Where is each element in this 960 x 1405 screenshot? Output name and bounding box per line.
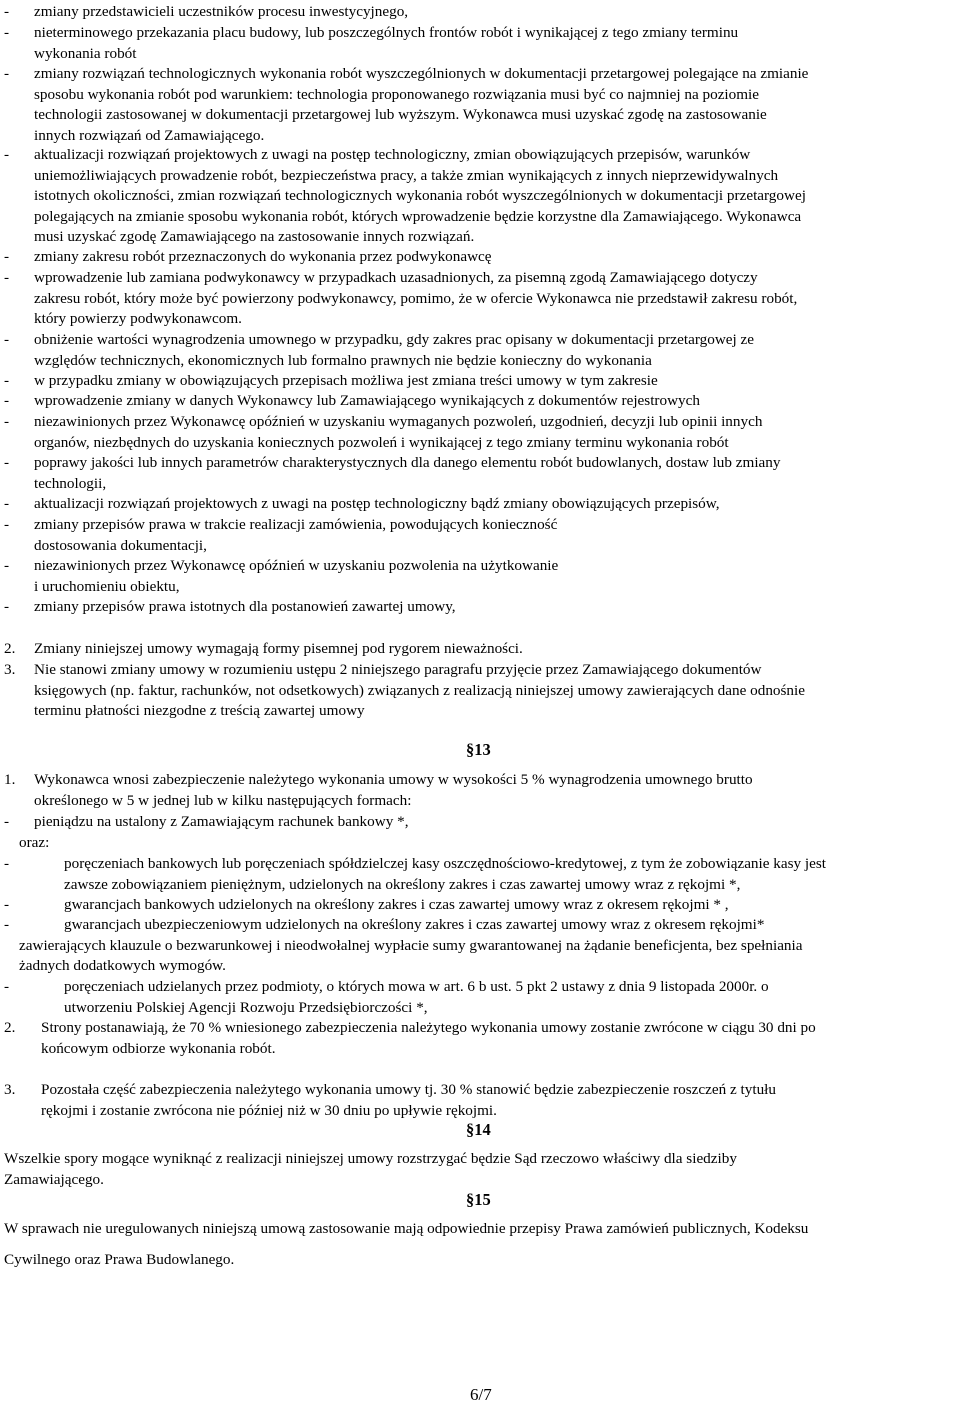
dash-marker: -: [4, 978, 10, 995]
dash-marker: -: [4, 495, 10, 512]
dash-marker: -: [4, 454, 10, 471]
list-item-line: wprowadzenie lub zamiana podwykonawcy w przypadkach uzasadnionych, za pisemną zgodą Zamawiającego dotyczy: [34, 269, 758, 286]
list-item-line: organów, niezbędnych do uzyskania koniecznych pozwoleń i wynikającej z tego zmiany terminu wykonania robót: [34, 433, 729, 451]
dash-marker: -: [4, 146, 10, 163]
paragraph-line: pieniądzu na ustalony z Zamawiającym rachunek bankowy *,: [34, 813, 409, 830]
dash-marker: -: [4, 65, 10, 82]
list-item-line: który powierzy podwykonawcom.: [34, 310, 242, 327]
list-item-line: technologii zastosowanej w dokumentacji przetargowej lub wyższym. Wykonawca musi uzyskać zgodę na zastosowanie: [34, 106, 767, 123]
list-item-line: zawsze zobowiązaniem pieniężnym, udzielonych na określony zakres i czas zawartej umowy wraz z rękojmi *,: [64, 875, 741, 893]
list-item-line: i uruchomieniu obiektu,: [34, 577, 180, 595]
paragraph-line: Zmiany niniejszej umowy wymagają formy pisemnej pod rygorem nieważności.: [34, 640, 523, 657]
point-number: 2.: [4, 1019, 16, 1036]
point-number: 1.: [4, 771, 16, 788]
list-item-line: niezawinionych przez Wykonawcę opóźnień w uzyskaniu wymaganych pozwoleń, uzgodnień, decyzji lub opinii innych: [34, 413, 763, 430]
paragraph-line: Cywilnego oraz Prawa Budowlanego.: [4, 1251, 235, 1268]
list-item-line: nieterminowego przekazania placu budowy, lub poszczególnych frontów robót i wynikającej z tego zmiany terminu: [34, 24, 739, 41]
list-item-line: poręczeniach bankowych lub poręczeniach spółdzielczej kasy oszczędnościowo-kredytowej, z tym że zobowiązanie kasy jest: [64, 855, 827, 872]
dash-marker: -: [4, 269, 10, 286]
paragraph-line: Zamawiającego.: [4, 1171, 104, 1188]
list-item-line: w przypadku zmiany w obowiązujących przepisach możliwa jest zmiana treści umowy w tym zakresie: [34, 372, 658, 389]
paragraph-line: zawierających klauzule o bezwarunkowej i nieodwołalnej wypłacie sumy gwarantowanej na żądanie beneficjenta, bez spełniania: [19, 937, 803, 954]
list-item-line: gwarancjach bankowych udzielonych na określony zakres i czas zawartej umowy wraz z okresem rękojmi * ,: [64, 896, 729, 913]
list-item-line: aktualizacji rozwiązań projektowych z uwagi na postęp technologiczny bądź zmiany obowiązujących przepisów,: [34, 495, 720, 512]
paragraph-line: W sprawach nie uregulowanych niniejszą umową zastosowanie mają odpowiednie przepisy Prawa zamówień publicznych, Kodeksu: [4, 1220, 809, 1237]
point-number: 3.: [4, 1081, 16, 1098]
paragraph-line: księgowych (np. faktur, rachunków, not odsetkowych) związanych z realizacją niniejszej umowy zawierających dane odnośnie: [34, 681, 805, 699]
dash-marker: -: [4, 855, 10, 872]
paragraph-line: końcowym odbiorze wykonania robót.: [41, 1040, 276, 1057]
list-item-line: innych rozwiązań od Zamawiającego.: [34, 126, 265, 144]
list-item-line: zakresu robót, który może być powierzony podwykonawcy, pomimo, że w ofercie Wykonawca nie przedstawił zakresu robót,: [34, 289, 798, 307]
paragraph-line: Wykonawca wnosi zabezpieczenie należytego wykonania umowy w wysokości 5 % wynagrodzenia umownego brutto: [34, 771, 753, 788]
paragraph-line: określonego w 5 w jednej lub w kilku następujących formach:: [34, 792, 412, 809]
list-item-line: istotnych okoliczności, zmian rozwiązań technologicznych wykonania robót wyszczególnionych w dokumentacji przetargowej: [34, 187, 806, 204]
section-15-heading: §15: [466, 1190, 491, 1209]
dash-marker: -: [4, 557, 10, 574]
dash-marker: -: [4, 916, 10, 933]
dash-marker: -: [4, 896, 10, 913]
paragraph-line: utworzeniu Polskiej Agencji Rozwoju Przedsiębiorczości *,: [64, 999, 428, 1016]
point-number: 3.: [4, 661, 16, 678]
paragraph-line: Pozostała część zabezpieczenia należytego wykonania umowy tj. 30 % stanowić będzie zabezpieczenie roszczeń z tytułu: [41, 1081, 776, 1098]
list-item-line: zmiany przedstawicieli uczestników procesu inwestycyjnego,: [34, 3, 409, 20]
dash-marker: -: [4, 248, 10, 265]
paragraph-line: terminu płatności niezgodne z treścią zawartej umowy: [34, 702, 365, 719]
paragraph-line: poręczeniach udzielanych przez podmioty, o których mowa w art. 6 b ust. 5 pkt 2 ustawy z dnia 9 listopada 2000r. o: [64, 978, 769, 995]
list-item-line: dostosowania dokumentacji,: [34, 536, 207, 554]
list-item-line: zmiany przepisów prawa istotnych dla postanowień zawartej umowy,: [34, 598, 456, 615]
list-item-line: sposobu wykonania robót pod warunkiem: technologia proponowanego rozwiązania musi być co najmniej na poziomie: [34, 85, 760, 103]
paragraph-line: rękojmi i zostanie zwrócona nie później niż w 30 dniu po upływie rękojmi.: [41, 1102, 497, 1119]
list-item-line: obniżenie wartości wynagrodzenia umownego w przypadku, gdy zakres prac opisany w dokumentacji przetargowej ze: [34, 331, 755, 348]
dash-marker: -: [4, 413, 10, 430]
list-item-line: poprawy jakości lub innych parametrów charakterystycznych dla danego elementu robót budowlanych, dostaw lub zmiany: [34, 454, 781, 471]
section-14-heading: §14: [466, 1120, 491, 1139]
dash-marker: -: [4, 516, 10, 533]
dash-marker: -: [4, 3, 10, 20]
paragraph-line: Wszelkie spory mogące wyniknąć z realizacji niniejszej umowy rozstrzygać będzie Sąd rzeczowo właściwy dla siedziby: [4, 1150, 737, 1167]
list-item-line: musi uzyskać zgodę Zamawiającego na zastosowanie innych rozwiązań.: [34, 228, 475, 245]
list-item-line: technologii,: [34, 474, 107, 492]
list-item-line: zmiany zakresu robót przeznaczonych do wykonania przez podwykonawcę: [34, 248, 492, 265]
list-item-line: aktualizacji rozwiązań projektowych z uwagi na postęp technologiczny, zmian obowiązujących przepisów, warunków: [34, 146, 751, 163]
paragraph-line: Nie stanowi zmiany umowy w rozumieniu ustępu 2 niniejszego paragrafu przyjęcie przez Zamawiającego dokumentów: [34, 661, 762, 678]
paragraph-line: żadnych dodatkowych wymogów.: [19, 957, 226, 974]
dash-marker: -: [4, 598, 10, 615]
list-item-line: względów technicznych, ekonomicznych lub formalno prawnych nie będzie konieczny do wykonania: [34, 351, 652, 369]
dash-marker: -: [4, 372, 10, 389]
paragraph-line: Strony postanawiają, że 70 % wniesionego zabezpieczenia należytego wykonania umowy zostanie zwrócone w ciągu 30 dni po: [41, 1019, 816, 1036]
point-number: 2.: [4, 640, 16, 657]
list-item-line: wprowadzenie zmiany w danych Wykonawcy lub Zamawiającego wynikających z dokumentów rejestrowych: [34, 392, 700, 409]
dash-marker: -: [4, 331, 10, 348]
section-13-heading: §13: [466, 740, 491, 759]
page-number: 6/7: [470, 1385, 492, 1404]
dash-marker: -: [4, 392, 10, 409]
dash-marker: -: [4, 24, 10, 41]
list-item-line: zmiany rozwiązań technologicznych wykonania robót wyszczególnionych w dokumentacji przetargowej polegające na zmianie: [34, 65, 809, 82]
list-item-line: niezawinionych przez Wykonawcę opóźnień w uzyskaniu pozwolenia na użytkowanie: [34, 557, 559, 574]
list-item-line: wykonania robót: [34, 44, 137, 62]
list-item-line: zmiany przepisów prawa w trakcie realizacji zamówienia, powodujących konieczność: [34, 516, 558, 533]
dash-marker: -: [4, 813, 10, 830]
list-item-line: polegających na zmianie sposobu wykonania robót, których wprowadzenie będzie korzystne dla Zamawiającego. Wykonawca: [34, 207, 802, 225]
list-item-line: gwarancjach ubezpieczeniowym udzielonych na określony zakres i czas zawartej umowy wraz z okresem rękojmi*: [64, 916, 765, 933]
paragraph-line: oraz:: [19, 834, 50, 851]
list-item-line: uniemożliwiających prowadzenie robót, bezpieczeństwa pracy, a także zmian wynikających z innych nieprzewidywalnych: [34, 166, 779, 184]
